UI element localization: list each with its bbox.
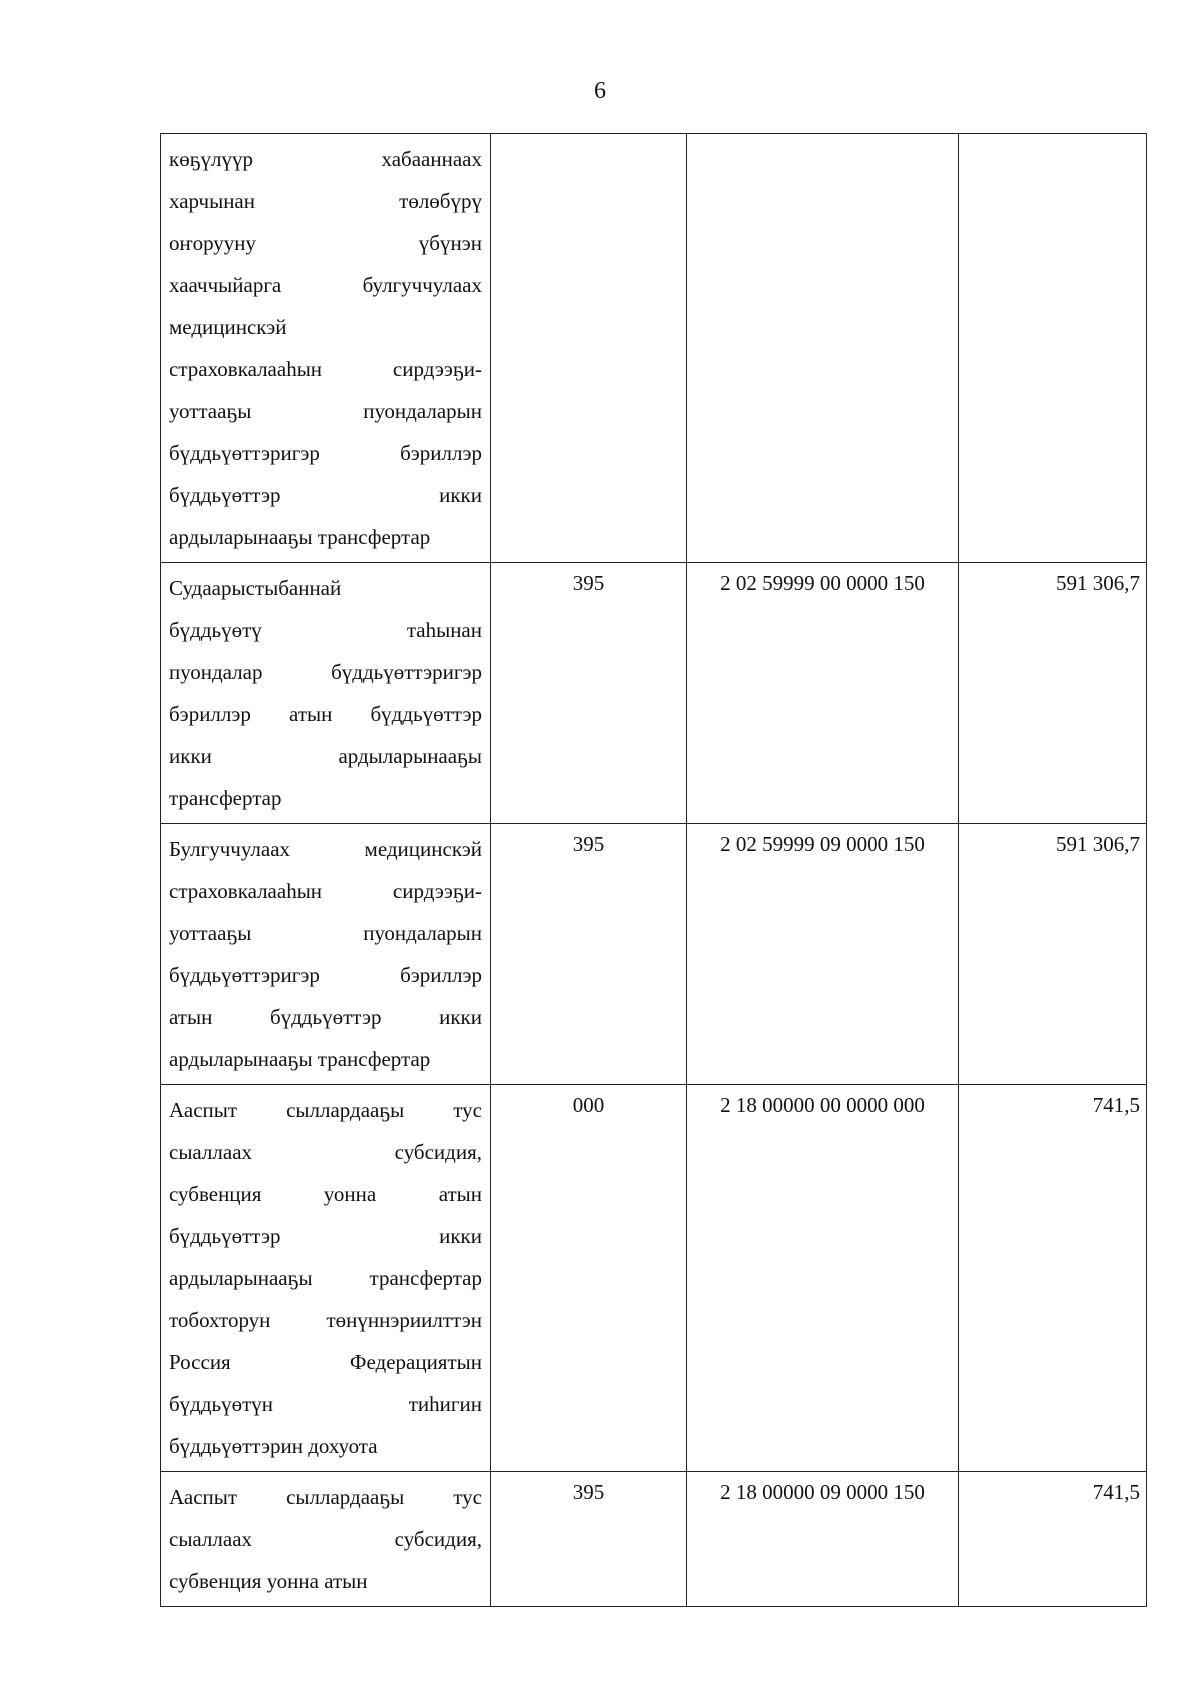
income-name-cell [161, 824, 491, 1085]
income-name-line: медицинскэй [169, 315, 287, 339]
income-name-line: Россия Федерациятын [169, 1350, 482, 1374]
budget-classification-code-cell: 2 02 59999 09 0000 150 [687, 824, 959, 1085]
income-name-line: уоттааҕы пуондаларын [169, 921, 482, 945]
income-name-line: оҥорууну үбүнэн [169, 231, 482, 255]
income-name-line: Судаарыстыбаннай [169, 576, 342, 600]
admin-code-cell: 395 [491, 563, 687, 824]
admin-code-cell: 000 [491, 1085, 687, 1472]
table-row [161, 1472, 1147, 1607]
budget-table [160, 133, 1147, 1607]
income-name-line: бүддьүөттэрин дохуота [169, 1434, 378, 1458]
income-name-line: Ааспыт сыллардааҕы тус [169, 1098, 482, 1122]
budget-classification-code-cell: 2 02 59999 00 0000 150 [687, 563, 959, 824]
income-name-line: страховкалааһын сирдээҕи- [169, 879, 482, 903]
table-row [161, 563, 1147, 824]
page-number: 6 [594, 78, 606, 104]
admin-code-cell: 395 [491, 1472, 687, 1607]
table-row [161, 824, 1147, 1085]
income-name-cell [161, 1472, 491, 1607]
table-body [161, 134, 1147, 1607]
table-row [161, 1085, 1147, 1472]
income-name-line: тобохторун төнүннэриилттэн [169, 1308, 482, 1332]
income-name-line: бүддьүөтү таһынан [169, 618, 482, 642]
income-name-line: субвенция уонна атын [169, 1182, 482, 1206]
amount-cell: 741,5 [959, 1085, 1147, 1472]
income-name-line: субвенция уонна атын [169, 1569, 368, 1593]
income-name-line: уоттааҕы пуондаларын [169, 399, 482, 423]
income-name-line: харчынан төлөбүрү [169, 189, 482, 213]
income-name-line: Булгуччулаах медицинскэй [169, 837, 482, 861]
income-name-line: бүддьүөтүн тиһигин [169, 1392, 482, 1416]
amount-cell: 591 306,7 [959, 563, 1147, 824]
income-name-line: бүддьүөттэр икки [169, 483, 482, 507]
income-name-cell [161, 563, 491, 824]
income-name-line: страховкалааһын сирдээҕи- [169, 357, 482, 381]
income-name-line: ардыларынааҕы трансфертар [169, 1047, 431, 1071]
income-name-cell [161, 134, 491, 563]
income-name-line: бүддьүөттэригэр бэриллэр [169, 963, 482, 987]
admin-code-cell: 395 [491, 824, 687, 1085]
income-name-line: бэриллэр атын бүддьүөттэр [169, 702, 482, 726]
income-name-line: бүддьүөттэр икки [169, 1224, 482, 1248]
income-name-line: атын бүддьүөттэр икки [169, 1005, 482, 1029]
budget-classification-code-cell: 2 18 00000 09 0000 150 [687, 1472, 959, 1607]
budget-classification-code-cell [687, 134, 959, 563]
income-name-line: пуондалар бүддьүөттэригэр [169, 660, 482, 684]
income-name-line: бүддьүөттэригэр бэриллэр [169, 441, 482, 465]
budget-classification-code-cell: 2 18 00000 00 0000 000 [687, 1085, 959, 1472]
income-name-line: трансфертар [169, 786, 282, 810]
income-name-line: икки ардыларынааҕы [169, 744, 482, 768]
amount-cell [959, 134, 1147, 563]
table-row [161, 134, 1147, 563]
income-name-line: ардыларынааҕы трансфертар [169, 1266, 482, 1290]
income-name-line: сыаллаах субсидия, [169, 1140, 482, 1164]
income-name-line: сыаллаах субсидия, [169, 1527, 482, 1551]
income-name-line: ардыларынааҕы трансфертар [169, 525, 431, 549]
admin-code-cell [491, 134, 687, 563]
income-name-line: хааччыйарга булгуччулаах [169, 273, 482, 297]
income-name-line: көҕүлүүр хабааннаах [169, 147, 482, 171]
amount-cell: 591 306,7 [959, 824, 1147, 1085]
income-name-line: Ааспыт сыллардааҕы тус [169, 1485, 482, 1509]
amount-cell: 741,5 [959, 1472, 1147, 1607]
income-name-cell [161, 1085, 491, 1472]
